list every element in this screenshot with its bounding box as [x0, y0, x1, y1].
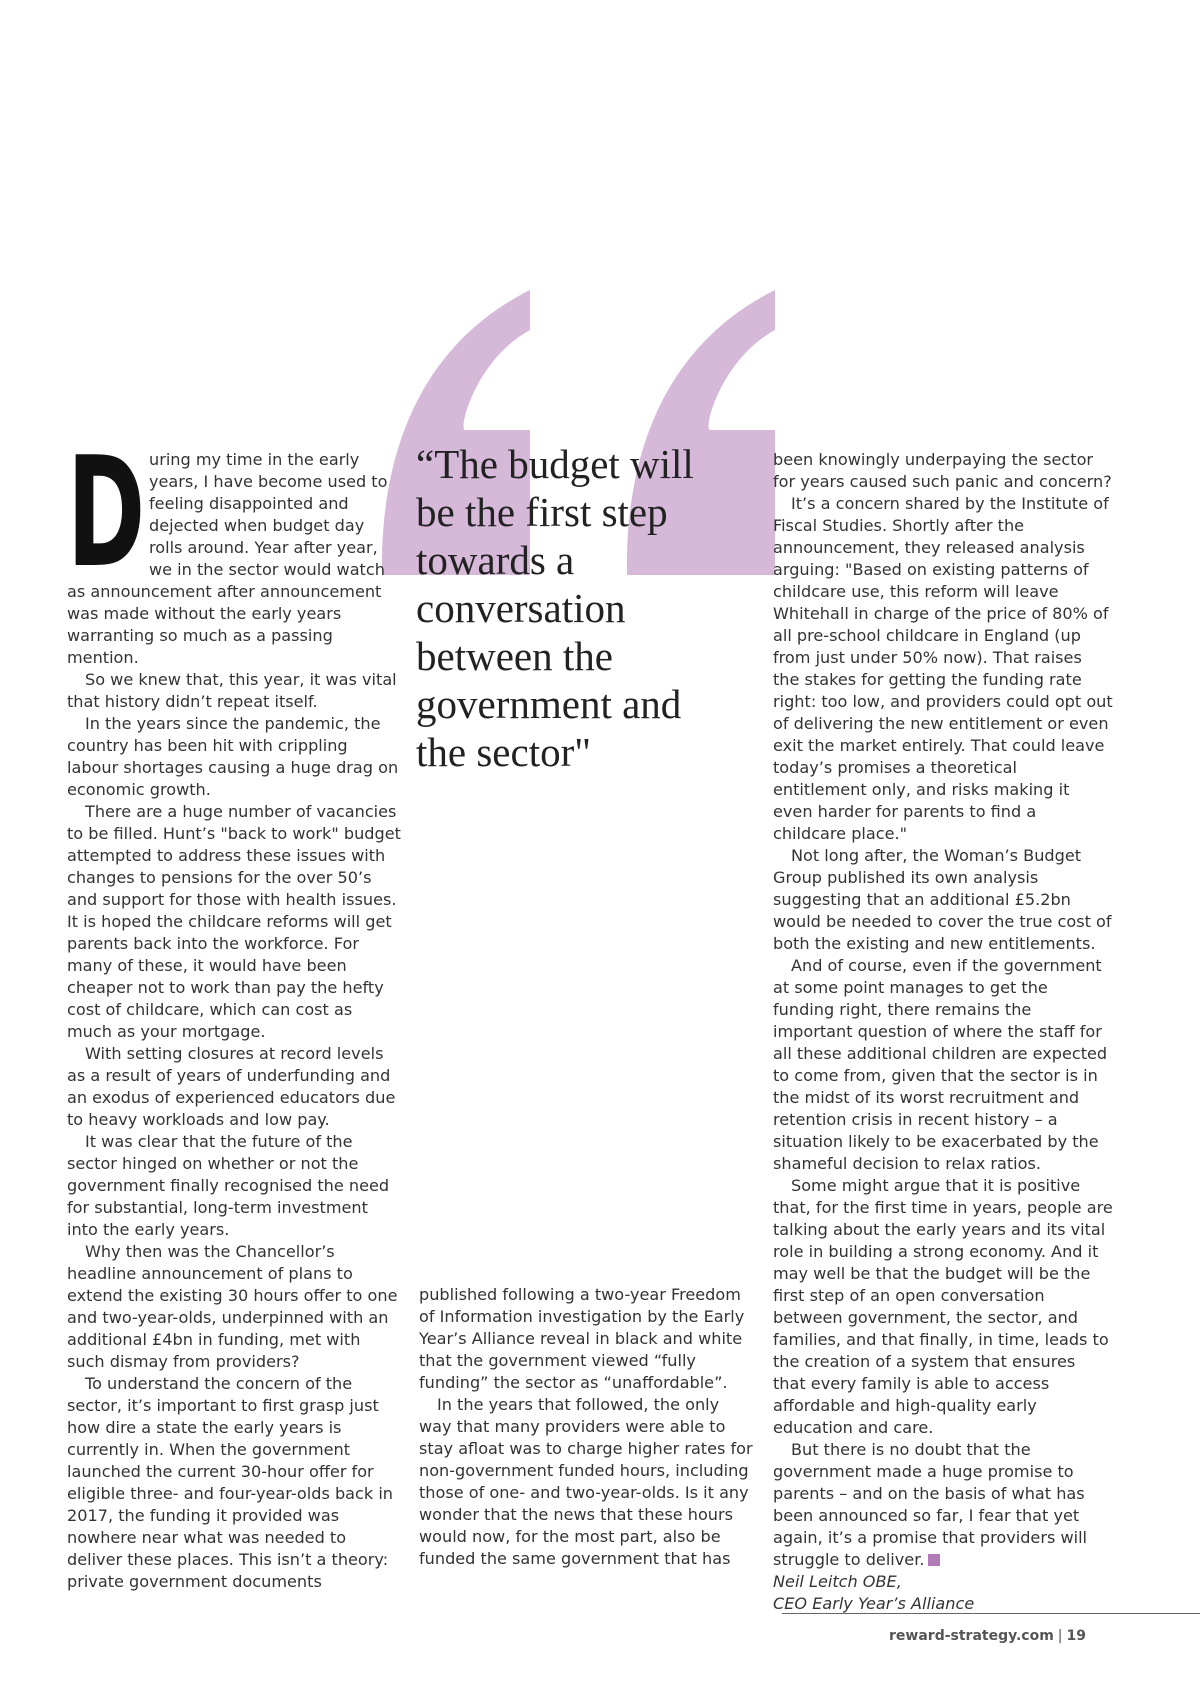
article-column-2: [419, 1284, 755, 1570]
article-column-3: [773, 449, 1113, 1615]
paragraph: To understand the concern of the sector, it’s important to first grasp just how dire a state the early years is currently in. When the government launched the current 30-hour offer for eligible three- and four-year-olds back in 2017, the funding it provided was nowhere near what was needed to deliver these places. This isn’t a theory: private government documents: [67, 1374, 393, 1591]
author-name: Neil Leitch OBE,: [773, 1572, 902, 1591]
author-title: CEO Early Year’s Alliance: [773, 1594, 975, 1613]
closing-paragraph: But there is no doubt that the government made a huge promise to parents – and on the basis of what has been announced so far, I fear that yet again, it’s a promise that providers will struggle to deliver.: [773, 1440, 1088, 1569]
paragraph: Why then was the Chancellor’s headline announcement of plans to extend the existing 30 hours offer to one and two-year-olds, underpinned with an additional £4bn in funding, met with such dismay from providers?: [67, 1242, 398, 1371]
paragraph: published following a two-year Freedom of Information investigation by the Early Year’s Alliance reveal in black and white that the government viewed “fully funding” the sector as “unaffordable”.: [419, 1285, 745, 1392]
paragraph: Not long after, the Woman’s Budget Group published its own analysis suggesting that an additional £5.2bn would be needed to cover the true cost of both the existing and new entitlements.: [773, 846, 1112, 953]
paragraph: And of course, even if the government at some point manages to get the funding right, there remains the important question of where the staff for all these additional children are expected to come from, given that the sector is in the midst of its worst recruitment and retention crisis in recent history – a situation likely to be exacerbated by the shameful decision to relax ratios.: [773, 956, 1108, 1173]
page-number: 19: [1066, 1628, 1086, 1644]
footer-website[interactable]: reward-strategy.com: [889, 1628, 1054, 1644]
footer-separator: |: [1057, 1628, 1063, 1644]
opening-paragraph: During my time in the early years, I have become used to feeling disappointed and dejected when budget day rolls around. Year after year, we in the sector would watch as announcement after announcement was made without the early years warranting so much as a passing mention.: [67, 424, 388, 667]
end-mark-icon: [928, 1554, 940, 1566]
paragraph: In the years since the pandemic, the country has been hit with crippling labour shortages causing a huge drag on economic growth.: [67, 714, 399, 799]
paragraph: been knowingly underpaying the sector for years caused such panic and concern?: [773, 450, 1112, 491]
footer-divider: [782, 1613, 1200, 1614]
paragraph: With setting closures at record levels as a result of years of underfunding and an exodus of experienced educators due to heavy workloads and low pay.: [67, 1044, 396, 1129]
paragraph: It’s a concern shared by the Institute of Fiscal Studies. Shortly after the announcement, they released analysis arguing: "Based on existing patterns of childcare use, this reform will leave Whitehall in charge of the price of 80% of all pre-school childcare in England (up from just under 50% now). That raises the stakes for getting the funding rate right: too low, and providers could opt out of delivering the new entitlement or even exit the market entirely. That could leave today’s promises a theoretical entitlement only, and risks making it even harder for parents to find a childcare place.": [773, 494, 1113, 843]
paragraph: So we knew that, this year, it was vital that history didn’t repeat itself.: [67, 670, 397, 711]
page-footer: [889, 1628, 1086, 1644]
drop-cap: D: [67, 424, 142, 601]
paragraph: In the years that followed, the only way that many providers were able to stay afloat was to charge higher rates for non-government funded hours, including those of one- and two-year-olds. Is it any wonder that the news that these hours would now, for the most part, also be funded the same government that has: [419, 1395, 753, 1568]
paragraph: There are a huge number of vacancies to be filled. Hunt’s "back to work" budget attempted to address these issues with changes to pensions for the over 50’s and support for those with health issues. It is hoped the childcare reforms will get parents back into the workforce. For many of these, it would have been cheaper not to work than pay the hefty cost of childcare, which can cost as much as your mortgage.: [67, 802, 401, 1041]
pull-quote: “The budget will be the first step towards a conversation between the government and the sector": [416, 441, 694, 775]
paragraph: It was clear that the future of the sector hinged on whether or not the government finally recognised the need for substantial, long-term investment into the early years.: [67, 1132, 390, 1239]
paragraph: Some might argue that it is positive that, for the first time in years, people are talking about the early years and its vital role in building a strong economy. And it may well be that the budget will be the first step of an open conversation between government, the sector, and families, and that finally, in time, leads to the creation of a system that ensures that every family is able to access affordable and high-quality early education and care.: [773, 1176, 1113, 1437]
article-column-1: [67, 424, 402, 1593]
